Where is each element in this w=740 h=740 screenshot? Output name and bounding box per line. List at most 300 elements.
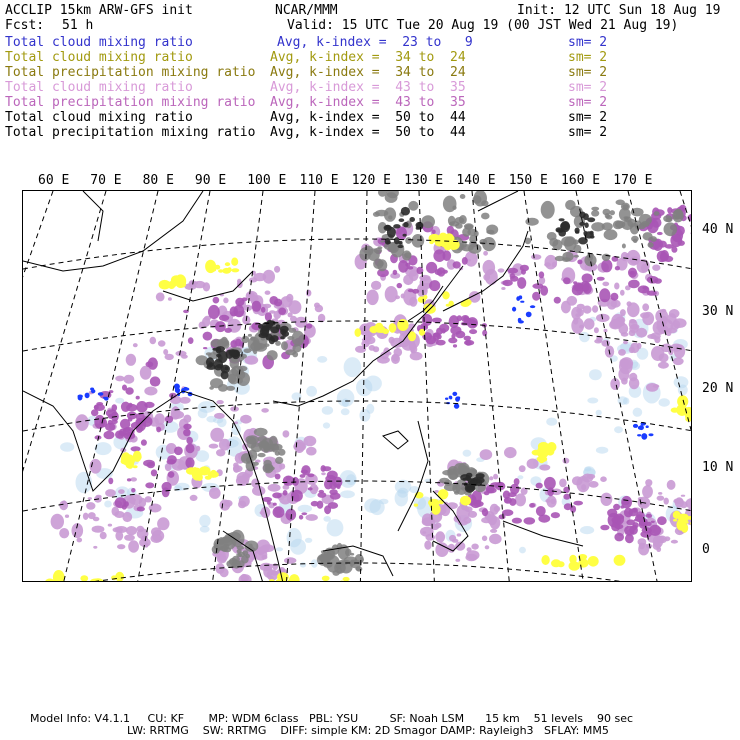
dark-cloud xyxy=(561,221,571,232)
latitude-label: 10 N xyxy=(702,460,734,475)
longitude-label: 140 E xyxy=(456,173,496,188)
light-purple-cloud xyxy=(253,273,266,282)
purple-cloud xyxy=(265,312,272,321)
light-purple-cloud xyxy=(658,362,669,369)
light-purple-cloud xyxy=(268,484,281,492)
gray-cloud xyxy=(454,491,459,495)
yellow-precip xyxy=(197,473,203,481)
gray-cloud xyxy=(555,256,565,261)
light-purple-cloud xyxy=(115,376,124,382)
purple-cloud xyxy=(524,517,536,524)
legend-k-index-range: Avg, k-index = 43 to 35 xyxy=(270,95,466,110)
gray-cloud xyxy=(481,213,490,220)
purple-cloud xyxy=(582,273,593,282)
dark-cloud xyxy=(270,335,278,342)
purple-cloud xyxy=(311,501,319,507)
gray-cloud xyxy=(245,435,259,444)
latitude-label: 20 N xyxy=(702,381,734,396)
light-purple-cloud xyxy=(483,274,490,281)
light-purple-cloud xyxy=(62,500,67,506)
light-purple-cloud xyxy=(385,286,398,302)
purple-cloud xyxy=(112,404,118,411)
latitude-label: 0 xyxy=(702,542,710,557)
purple-cloud xyxy=(521,269,526,274)
light-purple-cloud xyxy=(145,496,152,502)
gray-cloud xyxy=(412,234,425,248)
gray-cloud xyxy=(460,194,466,199)
dark-cloud xyxy=(409,217,415,222)
light-purple-cloud xyxy=(493,474,498,480)
longitude-label: 130 E xyxy=(404,173,444,188)
purple-cloud xyxy=(667,207,672,213)
blue-precip xyxy=(526,312,532,318)
purple-cloud xyxy=(299,515,303,520)
purple-cloud xyxy=(273,503,277,506)
light-purple-cloud xyxy=(100,532,107,539)
longitude-label: 60 E xyxy=(38,173,70,188)
purple-cloud xyxy=(484,491,490,495)
gray-cloud xyxy=(591,207,599,211)
yellow-precip xyxy=(53,570,65,582)
gray-cloud xyxy=(541,201,555,219)
longitude-label: 70 E xyxy=(90,173,122,188)
purple-cloud xyxy=(131,446,141,451)
light-purple-cloud xyxy=(674,344,685,358)
light-blue-cloud xyxy=(306,386,317,397)
forecast-hour: 51 h xyxy=(62,18,94,33)
legend-k-index-range: Avg, k-index = 50 to 44 xyxy=(270,110,466,125)
light-blue-cloud xyxy=(366,404,374,414)
purple-cloud xyxy=(450,326,461,335)
light-purple-cloud xyxy=(313,486,319,491)
purple-cloud xyxy=(482,508,488,516)
purple-cloud xyxy=(551,512,560,518)
light-purple-cloud xyxy=(531,254,541,260)
purple-cloud xyxy=(128,417,133,421)
dark-cloud xyxy=(399,218,405,222)
purple-cloud xyxy=(462,257,468,265)
light-purple-cloud xyxy=(283,430,290,437)
light-purple-cloud xyxy=(88,497,92,500)
light-blue-cloud xyxy=(580,526,594,534)
blue-precip xyxy=(530,305,535,308)
purple-cloud xyxy=(168,471,175,478)
light-purple-cloud xyxy=(409,297,417,307)
light-purple-cloud xyxy=(233,463,239,468)
yellow-precip xyxy=(231,268,239,272)
light-purple-cloud xyxy=(620,290,625,296)
light-purple-cloud xyxy=(165,354,174,360)
dark-cloud xyxy=(206,357,214,367)
yellow-precip xyxy=(438,500,444,505)
purple-cloud xyxy=(262,497,272,502)
light-purple-cloud xyxy=(629,330,636,336)
dark-cloud xyxy=(398,245,404,248)
light-purple-cloud xyxy=(457,533,462,536)
dark-cloud xyxy=(590,235,595,238)
light-purple-cloud xyxy=(183,415,191,423)
light-blue-cloud xyxy=(614,426,623,433)
light-purple-cloud xyxy=(645,479,652,486)
light-purple-cloud xyxy=(306,514,318,521)
purple-cloud xyxy=(308,487,313,490)
blue-precip xyxy=(98,392,104,395)
light-blue-cloud xyxy=(104,501,112,508)
gray-cloud xyxy=(469,240,477,247)
light-blue-cloud xyxy=(379,499,388,505)
light-purple-cloud xyxy=(122,512,132,522)
light-blue-cloud xyxy=(346,474,356,485)
legend-k-index-range: Avg, k-index = 23 to 9 xyxy=(277,35,473,50)
purple-cloud xyxy=(625,534,634,543)
light-purple-cloud xyxy=(124,535,135,541)
coastline xyxy=(23,191,203,271)
coastline xyxy=(503,521,583,546)
gray-cloud xyxy=(236,553,242,557)
purple-cloud xyxy=(638,285,650,293)
gray-cloud xyxy=(375,210,388,217)
light-purple-cloud xyxy=(545,499,550,503)
dark-cloud xyxy=(221,365,230,374)
purple-cloud xyxy=(512,518,522,524)
light-blue-cloud xyxy=(365,376,382,392)
dark-cloud xyxy=(212,348,218,351)
dark-cloud xyxy=(587,217,595,222)
light-blue-cloud xyxy=(517,475,523,479)
purple-cloud xyxy=(554,297,561,304)
yellow-precip xyxy=(681,523,688,532)
yellow-precip xyxy=(205,476,212,480)
purple-cloud xyxy=(538,515,550,523)
legend-field-name: Total precipitation mixing ratio xyxy=(5,125,256,140)
light-purple-cloud xyxy=(144,387,157,396)
light-purple-cloud xyxy=(118,489,125,494)
latitude-label: 40 N xyxy=(702,222,734,237)
legend-smoothing: sm= 2 xyxy=(568,35,608,50)
map-canvas xyxy=(23,191,692,582)
purple-cloud xyxy=(252,301,262,312)
yellow-precip xyxy=(159,280,171,290)
light-blue-cloud xyxy=(546,418,557,426)
light-purple-cloud xyxy=(483,251,488,256)
gray-cloud xyxy=(275,451,280,455)
light-purple-cloud xyxy=(304,436,317,447)
purple-cloud xyxy=(628,280,640,289)
dark-cloud xyxy=(276,324,281,329)
legend-smoothing: sm= 2 xyxy=(568,125,608,140)
light-purple-cloud xyxy=(77,538,83,543)
dark-cloud xyxy=(575,230,579,233)
light-purple-cloud xyxy=(544,262,551,266)
legend-field-name: Total cloud mixing ratio xyxy=(5,110,193,125)
light-blue-cloud xyxy=(463,450,472,457)
yellow-precip xyxy=(289,574,300,582)
purple-cloud xyxy=(124,501,129,507)
gray-cloud xyxy=(674,209,683,220)
gray-cloud xyxy=(473,195,482,204)
purple-cloud xyxy=(328,502,338,509)
light-purple-cloud xyxy=(465,506,473,512)
dark-cloud xyxy=(584,222,588,228)
legend-field-name: Total precipitation mixing ratio xyxy=(5,95,256,110)
purple-cloud xyxy=(610,293,618,301)
purple-cloud xyxy=(597,277,605,281)
blue-precip xyxy=(512,307,516,312)
light-purple-cloud xyxy=(589,481,599,488)
light-purple-cloud xyxy=(455,542,465,551)
gray-cloud xyxy=(665,218,672,222)
light-blue-cloud xyxy=(298,505,312,513)
light-purple-cloud xyxy=(642,303,649,311)
light-blue-cloud xyxy=(579,332,590,342)
light-purple-cloud xyxy=(667,480,676,490)
light-blue-cloud xyxy=(659,398,670,406)
purple-cloud xyxy=(301,465,310,475)
legend-k-index-range: Avg, k-index = 34 to 24 xyxy=(270,50,466,65)
light-purple-cloud xyxy=(583,306,592,314)
gray-cloud xyxy=(373,258,383,269)
gray-cloud xyxy=(609,210,615,215)
purple-cloud xyxy=(507,268,518,274)
light-blue-cloud xyxy=(341,408,350,415)
legend-smoothing: sm= 2 xyxy=(568,95,608,110)
light-purple-cloud xyxy=(575,313,580,317)
light-purple-cloud xyxy=(179,397,190,404)
yellow-precip xyxy=(414,504,418,507)
purple-cloud xyxy=(242,297,248,301)
yellow-precip xyxy=(375,323,384,333)
light-purple-cloud xyxy=(75,414,89,431)
blue-precip xyxy=(633,424,638,428)
dark-cloud xyxy=(579,222,585,226)
light-purple-cloud xyxy=(487,514,497,525)
gray-cloud xyxy=(258,453,266,457)
purple-cloud xyxy=(457,315,462,321)
light-purple-cloud xyxy=(190,495,198,501)
physics-info-line: LW: RRTMG SW: RRTMG DIFF: simple KM: 2D Smagor DAMP: Rayleigh3 SFLAY: MM5 xyxy=(127,724,609,737)
gray-cloud xyxy=(242,550,248,555)
purple-cloud xyxy=(429,280,440,291)
gray-cloud xyxy=(356,566,362,571)
gray-cloud xyxy=(621,203,630,211)
light-purple-cloud xyxy=(389,337,395,344)
light-purple-cloud xyxy=(115,531,123,541)
purple-cloud xyxy=(215,321,226,332)
light-purple-cloud xyxy=(367,290,379,306)
purple-cloud xyxy=(150,376,161,386)
purple-cloud xyxy=(104,431,115,440)
light-purple-cloud xyxy=(592,305,598,313)
yellow-precip xyxy=(541,555,549,565)
light-purple-cloud xyxy=(658,492,662,495)
purple-cloud xyxy=(620,505,624,508)
longitude-gridline xyxy=(23,191,53,582)
purple-cloud xyxy=(397,283,403,288)
light-purple-cloud xyxy=(371,281,381,290)
purple-cloud xyxy=(601,259,612,272)
purple-cloud xyxy=(208,305,220,319)
light-purple-cloud xyxy=(435,542,448,557)
yellow-precip xyxy=(418,296,426,302)
light-purple-cloud xyxy=(133,343,138,347)
purple-cloud xyxy=(145,482,154,488)
light-purple-cloud xyxy=(93,546,97,549)
purple-cloud xyxy=(128,403,132,408)
dark-cloud xyxy=(385,225,391,230)
purple-cloud xyxy=(600,525,609,531)
light-purple-cloud xyxy=(137,528,149,539)
dark-cloud xyxy=(559,218,565,221)
purple-cloud xyxy=(284,481,289,486)
purple-cloud xyxy=(477,500,482,505)
light-purple-cloud xyxy=(629,319,636,323)
light-blue-cloud xyxy=(322,406,333,415)
gray-cloud xyxy=(267,444,274,452)
legend-smoothing: sm= 2 xyxy=(568,80,608,95)
light-blue-cloud xyxy=(596,410,602,416)
light-purple-cloud xyxy=(501,287,505,290)
light-purple-cloud xyxy=(59,528,69,538)
gray-cloud xyxy=(287,336,294,340)
purple-cloud xyxy=(599,288,610,302)
light-purple-cloud xyxy=(424,540,431,549)
purple-cloud xyxy=(203,332,213,341)
light-blue-cloud xyxy=(596,447,608,454)
light-blue-cloud xyxy=(317,356,327,363)
light-purple-cloud xyxy=(86,502,95,510)
blue-precip xyxy=(454,403,459,408)
longitude-label: 100 E xyxy=(247,173,287,188)
purple-cloud xyxy=(329,481,337,489)
blue-precip xyxy=(455,396,460,401)
light-purple-cloud xyxy=(579,325,584,329)
blue-precip xyxy=(637,434,641,436)
light-blue-cloud xyxy=(300,562,306,567)
purple-cloud xyxy=(573,501,583,506)
purple-cloud xyxy=(94,405,99,410)
purple-cloud xyxy=(517,277,526,289)
purple-cloud xyxy=(319,490,324,493)
purple-cloud xyxy=(453,344,457,347)
purple-cloud xyxy=(439,324,449,333)
latitude-label: 30 N xyxy=(702,304,734,319)
yellow-precip xyxy=(397,319,408,331)
light-purple-cloud xyxy=(659,353,669,362)
dark-cloud xyxy=(280,329,286,335)
gray-cloud xyxy=(564,236,576,251)
gray-cloud xyxy=(405,237,412,244)
legend-field-name: Total precipitation mixing ratio xyxy=(5,65,256,80)
purple-cloud xyxy=(269,296,278,305)
yellow-precip xyxy=(460,496,471,505)
gray-cloud xyxy=(226,386,235,391)
longitude-label: 120 E xyxy=(351,173,391,188)
purple-cloud xyxy=(645,514,652,518)
yellow-precip xyxy=(673,519,677,522)
purple-cloud xyxy=(398,260,408,273)
purple-cloud xyxy=(432,318,442,323)
light-purple-cloud xyxy=(401,294,405,299)
light-blue-cloud xyxy=(633,408,643,417)
light-blue-cloud xyxy=(323,422,330,428)
dark-cloud xyxy=(463,478,468,481)
gray-cloud xyxy=(219,537,224,541)
legend-k-index-range: Avg, k-index = 50 to 44 xyxy=(270,125,466,140)
purple-cloud xyxy=(563,277,571,284)
light-purple-cloud xyxy=(485,545,490,549)
light-purple-cloud xyxy=(83,513,89,520)
purple-cloud xyxy=(502,509,513,516)
purple-cloud xyxy=(464,336,471,341)
purple-cloud xyxy=(219,315,229,321)
gray-cloud xyxy=(380,240,384,242)
light-purple-cloud xyxy=(636,328,647,338)
yellow-precip xyxy=(677,395,688,407)
light-blue-cloud xyxy=(305,538,312,543)
light-purple-cloud xyxy=(175,351,186,357)
light-purple-cloud xyxy=(265,291,271,295)
gray-cloud xyxy=(248,544,252,549)
purple-cloud xyxy=(136,396,140,400)
light-purple-cloud xyxy=(637,343,642,349)
purple-cloud xyxy=(504,497,512,504)
light-purple-cloud xyxy=(515,493,526,506)
light-purple-cloud xyxy=(425,534,435,541)
light-purple-cloud xyxy=(623,341,628,344)
light-purple-cloud xyxy=(650,333,660,340)
yellow-precip xyxy=(673,511,681,519)
purple-cloud xyxy=(510,484,520,495)
purple-cloud xyxy=(573,281,577,284)
light-purple-cloud xyxy=(96,495,102,499)
yellow-precip xyxy=(343,577,350,581)
light-purple-cloud xyxy=(639,543,645,550)
light-purple-cloud xyxy=(223,298,228,304)
purple-cloud xyxy=(151,469,157,476)
light-purple-cloud xyxy=(279,463,285,469)
light-purple-cloud xyxy=(214,413,225,419)
light-purple-cloud xyxy=(196,446,200,452)
light-purple-cloud xyxy=(126,354,136,366)
yellow-precip xyxy=(205,260,216,273)
purple-cloud xyxy=(583,283,592,294)
longitude-gridline xyxy=(137,191,210,582)
light-purple-cloud xyxy=(117,544,125,549)
light-purple-cloud xyxy=(126,526,137,535)
light-purple-cloud xyxy=(620,309,626,316)
dark-cloud xyxy=(401,207,410,216)
gray-cloud xyxy=(650,236,657,242)
yellow-precip xyxy=(329,581,337,582)
purple-cloud xyxy=(536,483,543,489)
dark-cloud xyxy=(578,237,588,244)
light-blue-cloud xyxy=(327,519,344,536)
longitude-gridline xyxy=(23,191,106,582)
model-info-line: Model Info: V4.1.1 CU: KF MP: WDM 6class PBL: YSU SF: Noah LSM 15 km 51 levels 90 sec xyxy=(30,712,634,725)
light-purple-cloud xyxy=(550,499,555,504)
gray-cloud xyxy=(339,560,349,566)
gray-cloud xyxy=(217,338,229,347)
purple-cloud xyxy=(465,340,471,346)
purple-cloud xyxy=(622,501,630,506)
light-purple-cloud xyxy=(618,349,626,356)
gray-cloud xyxy=(209,386,214,390)
light-purple-cloud xyxy=(567,296,578,306)
light-purple-cloud xyxy=(489,476,493,480)
light-blue-cloud xyxy=(60,442,74,452)
yellow-precip xyxy=(115,572,124,582)
light-purple-cloud xyxy=(483,260,496,275)
